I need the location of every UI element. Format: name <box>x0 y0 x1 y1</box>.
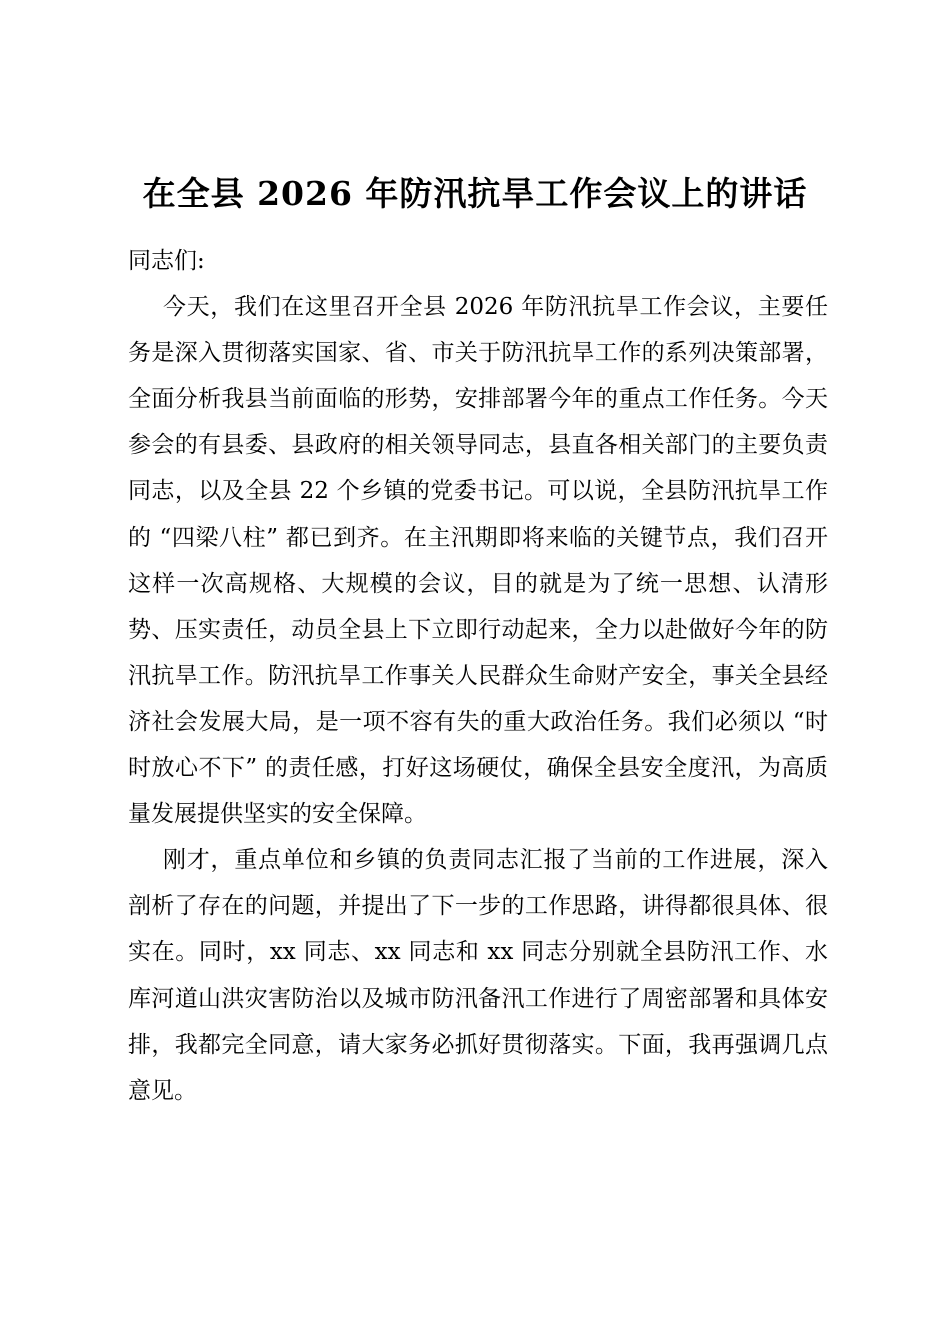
salutation: 同志们: <box>128 248 205 274</box>
paragraph-opening: 今天，我们在这里召开全县 2026 年防汛抗旱工作会议，主要任务是深入贯彻落实国家、省、市关于防汛抗旱工作的系列决策部署，全面分析我县当前面临的形势，安排部署今年的重点工作任务。今天参会的有县委、县政府的相关领导同志，县直各相关部门的主要负责同志，以及全县 22 个乡镇的党委书记。可以说，全县防汛抗旱工作的 “四梁八柱” 都已到齐。在主汛期即将来临的关键节点，我们召开这样一次高规格、大规模的会议，目的就是为了统一思想、认清形势、压实责任，动员全县上下立即行动起来，全力以赴做好今年的防汛抗旱工作。防汛抗旱工作事关人民群众生命财产安全，事关全县经济社会发展大局，是一项不容有失的重大政治任务。我们必须以 “时时放心不下” 的责任感，打好这场硬仗，确保全县安全度汛，为高质量发展提供坚实的安全保障。 <box>128 294 828 828</box>
document-body <box>128 238 828 1114</box>
document-title: 在全县 2026 年防汛抗旱工作会议上的讲话 <box>142 174 808 213</box>
paragraph-reports: 刚才，重点单位和乡镇的负责同志汇报了当前的工作进展，深入剖析了存在的问题，并提出了下一步的工作思路，讲得都很具体、很实在。同时，xx 同志、xx 同志和 xx 同志分别就全县防汛工作、水库河道山洪灾害防治以及城市防汛备汛工作进行了周密部署和具体安排，我都完全同意，请大家务必抓好贯彻落实。下面，我再强调几点意见。 <box>128 847 828 1104</box>
